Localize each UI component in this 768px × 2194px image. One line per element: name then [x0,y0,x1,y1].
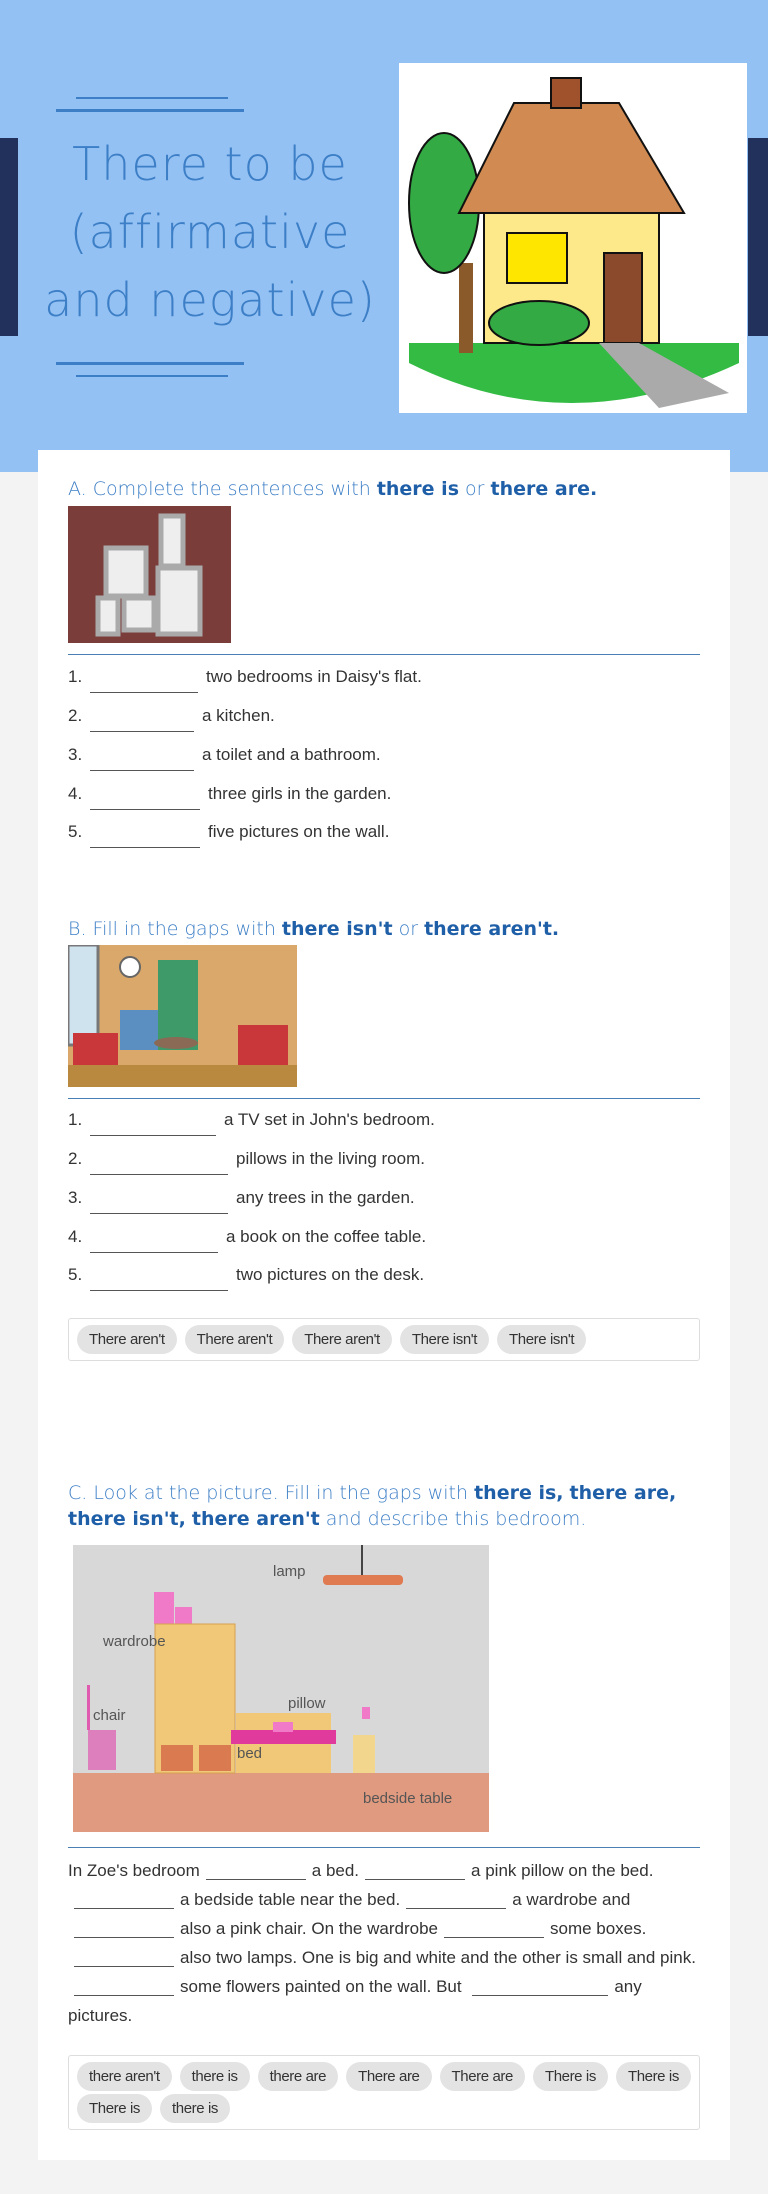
question-b5: 5. two pictures on the desk. [68,1265,424,1285]
answer-blank[interactable] [206,1860,306,1880]
left-accent-bar [0,138,18,336]
answer-blank[interactable] [365,1860,465,1880]
answer-blank[interactable] [74,1889,174,1909]
divider [68,1847,700,1848]
answer-blank[interactable] [90,790,200,810]
label-bed: bed [237,1745,263,1762]
word-chip[interactable]: There is [533,2062,608,2091]
question-b3: 3. any trees in the garden. [68,1188,415,1208]
living-room-image [68,945,297,1087]
title-line: and negative) [44,273,376,327]
word-chip[interactable]: There are [346,2062,431,2091]
answer-blank[interactable] [90,1271,228,1291]
title-line: (affirmative [69,205,351,259]
answer-blank[interactable] [74,1918,174,1938]
house-illustration [399,63,747,413]
question-a2: 2. a kitchen. [68,706,275,726]
bedroom-paragraph: In Zoe's bedroom a bed. a pink pillow on the bed. a bedside table near the bed. a wardrobe and also a pink chair. On the wardrobe some boxes. also two lamps. One is big and white and the other is small and pink.some flowers painted on the wall. But any pictures. [68,1861,696,2025]
question-b2: 2. pillows in the living room. [68,1149,425,1169]
answer-blank[interactable] [90,1233,218,1253]
right-accent-bar [748,138,768,336]
word-chip[interactable]: There is [616,2062,691,2091]
answer-blank[interactable] [90,673,198,693]
word-chip[interactable]: There aren't [77,1325,177,1354]
question-b1: 1. a TV set in John's bedroom. [68,1110,435,1130]
label-pillow: pillow [288,1695,326,1712]
answer-blank[interactable] [90,751,194,771]
answer-blank[interactable] [90,1155,228,1175]
answer-blank[interactable] [406,1889,506,1909]
question-a5: 5. five pictures on the wall. [68,822,389,842]
label-bedside-table: bedside table [363,1790,453,1807]
question-a1: 1. two bedrooms in Daisy's flat. [68,667,422,687]
divider [68,1098,700,1099]
word-bank-b [68,1318,700,1361]
divider [68,654,700,655]
word-chip[interactable]: There aren't [185,1325,285,1354]
label-wardrobe: wardrobe [103,1633,166,1650]
bedroom-image [73,1545,489,1832]
title-rule [76,375,228,377]
word-chip[interactable]: There aren't [292,1325,392,1354]
label-lamp: lamp [273,1563,306,1580]
title-rule [56,109,244,112]
word-chip[interactable]: There is [77,2094,152,2123]
title-rule [76,97,228,99]
section-b-heading: B. Fill in the gaps with there isn't or there aren't. [68,918,560,940]
answer-blank[interactable] [74,1976,174,1996]
section-c-heading: C. Look at the picture. Fill in the gaps with there is, there are, there isn't, there aren't and describe this bedroom. [68,1482,677,1530]
answer-blank[interactable] [444,1918,544,1938]
answer-blank[interactable] [74,1947,174,1967]
question-a4: 4. three girls in the garden. [68,784,391,804]
question-b4: 4. a book on the coffee table. [68,1227,426,1247]
answer-blank[interactable] [472,1976,608,1996]
section-a-heading: A. Complete the sentences with there is or there are. [68,478,598,500]
page-title [20,130,400,334]
word-chip[interactable]: There isn't [400,1325,489,1354]
answer-blank[interactable] [90,712,194,732]
title-line: There to be [72,137,348,191]
picture-frames-on-brick-wall-image [68,506,231,643]
word-bank-c [68,2055,700,2130]
title-rule [56,362,244,365]
answer-blank[interactable] [90,828,200,848]
word-chip[interactable]: There isn't [497,1325,586,1354]
word-chip[interactable]: there aren't [77,2062,172,2091]
answer-blank[interactable] [90,1194,228,1214]
word-chip[interactable]: there is [160,2094,230,2123]
word-chip[interactable]: there are [258,2062,338,2091]
question-a3: 3. a toilet and a bathroom. [68,745,381,765]
answer-blank[interactable] [90,1116,216,1136]
word-chip[interactable]: There are [440,2062,525,2091]
word-chip[interactable]: there is [180,2062,250,2091]
label-chair: chair [93,1707,126,1724]
